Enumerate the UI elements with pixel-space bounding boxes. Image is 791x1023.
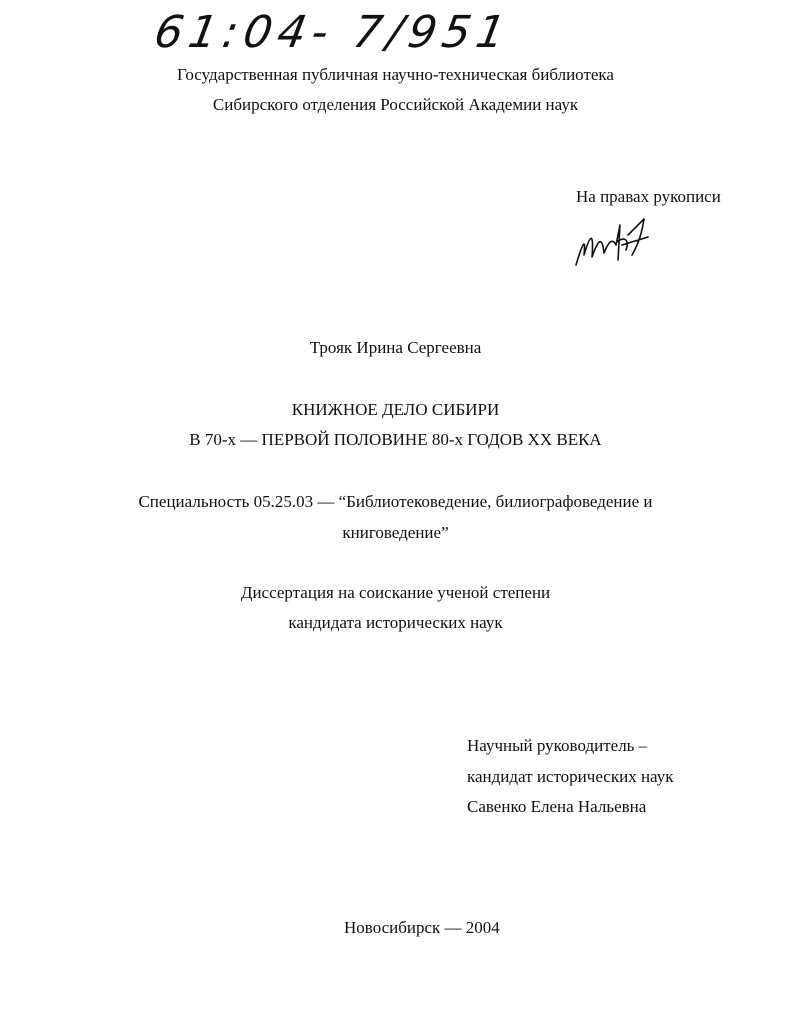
institution-line-2: Сибирского отделения Российской Академии наук: [212, 95, 579, 114]
specialty-line-2: книговедение”: [342, 523, 449, 542]
degree-line-1: Диссертация на соискание ученой степени: [240, 583, 551, 602]
supervisor-line-3: Савенко Елена Нальевна: [467, 797, 647, 816]
degree-line-2: кандидата исторических наук: [288, 613, 503, 632]
manuscript-rights-label: На правах рукописи: [576, 187, 721, 206]
place-and-year: Новосибирск — 2004: [344, 918, 500, 937]
signature-icon: [572, 215, 652, 270]
archive-code-handwritten: 61:04- 7/951: [150, 7, 516, 58]
supervisor-line-1: Научный руководитель –: [467, 736, 648, 755]
supervisor-line-2: кандидат исторических наук: [467, 767, 674, 786]
institution-line-1: Государственная публичная научно-техническая библиотека: [177, 65, 614, 84]
specialty-line-1: Специальность 05.25.03 — “Библиотековедение, билиографоведение и: [138, 492, 653, 511]
title-line-2: В 70-х — ПЕРВОЙ ПОЛОВИНЕ 80-х ГОДОВ XX ВЕКА: [189, 430, 602, 449]
author-name: Трояк Ирина Сергеевна: [309, 338, 482, 357]
title-line-1: КНИЖНОЕ ДЕЛО СИБИРИ: [291, 400, 500, 419]
